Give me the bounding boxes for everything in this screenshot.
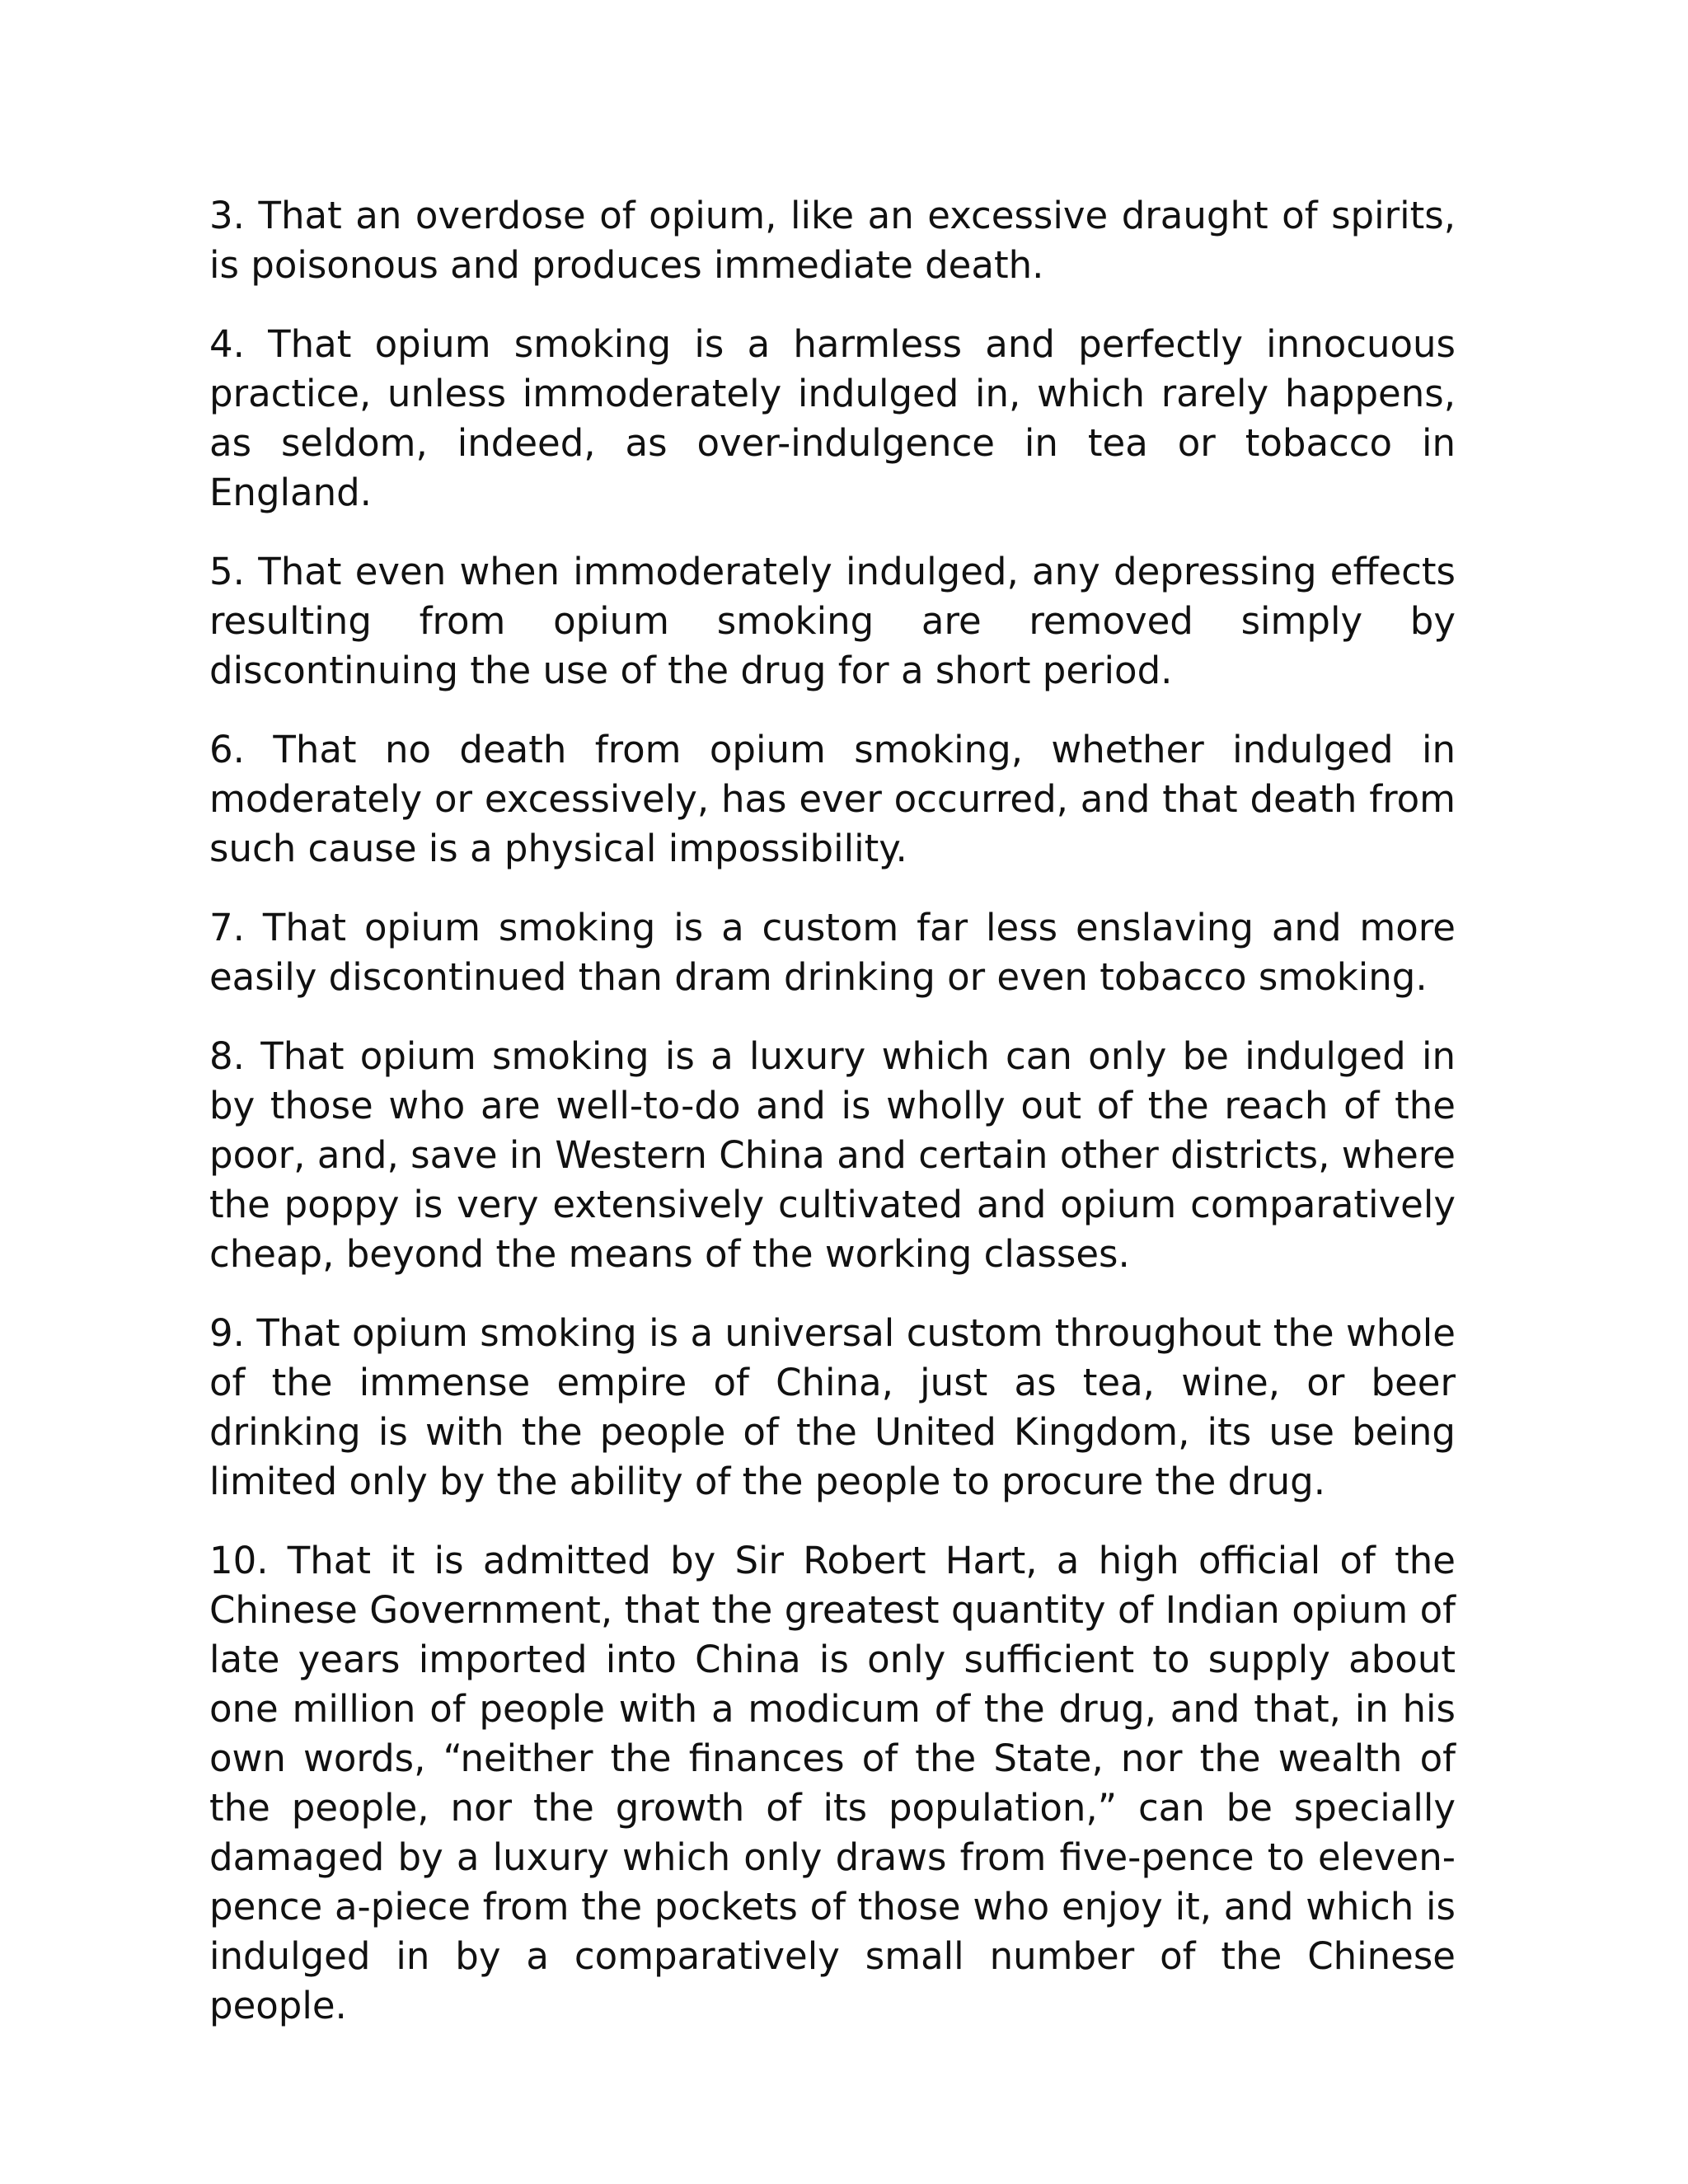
paragraph-6: 6. That no death from opium smoking, whether indulged in moderately or excessively, has ever occurred, and that death from such cause is a physical impossibility. [209,728,1456,870]
paragraph-5: 5. That even when immoderately indulged, any depressing effects resulting from opium smoking are removed simply by discontinuing the use of the drug for a short period. [209,550,1456,692]
paragraph-10: 10. That it is admitted by Sir Robert Hart, a high official of the Chinese Government, that the greatest quantity of Indian opium of late years imported into China is only sufficient to supply about one million of people with a modicum of the drug, and that, in his own words, “neither the finances of the State, nor the wealth of the people, nor the growth of its population,” can be specially damaged by a luxury which only draws from five-pence to eleven-pence a-piece from the pockets of those who enjoy it, and which is indulged in by a comparatively small number of the Chinese people. [209,1539,1456,2027]
document-page [209,191,1456,2060]
paragraph-8: 8. That opium smoking is a luxury which can only be indulged in by those who are well-to-do and is wholly out of the reach of the poor, and, save in Western China and certain other districts, where the poppy is very extensively cultivated and opium comparatively cheap, beyond the means of the working classes. [209,1034,1456,1276]
paragraph-3: 3. That an overdose of opium, like an excessive draught of spirits, is poisonous and produces immediate death. [209,194,1456,287]
paragraph-9: 9. That opium smoking is a universal custom throughout the whole of the immense empire of China, just as tea, wine, or beer drinking is with the people of the United Kingdom, its use being limited only by the ability of the people to procure the drug. [209,1311,1456,1503]
paragraph-4: 4. That opium smoking is a harmless and perfectly innocuous practice, unless immoderately indulged in, which rarely happens, as seldom, indeed, as over-indulgence in tea or tobacco in England. [209,322,1456,514]
paragraph-7: 7. That opium smoking is a custom far less enslaving and more easily discontinued than dram drinking or even tobacco smoking. [209,906,1456,999]
